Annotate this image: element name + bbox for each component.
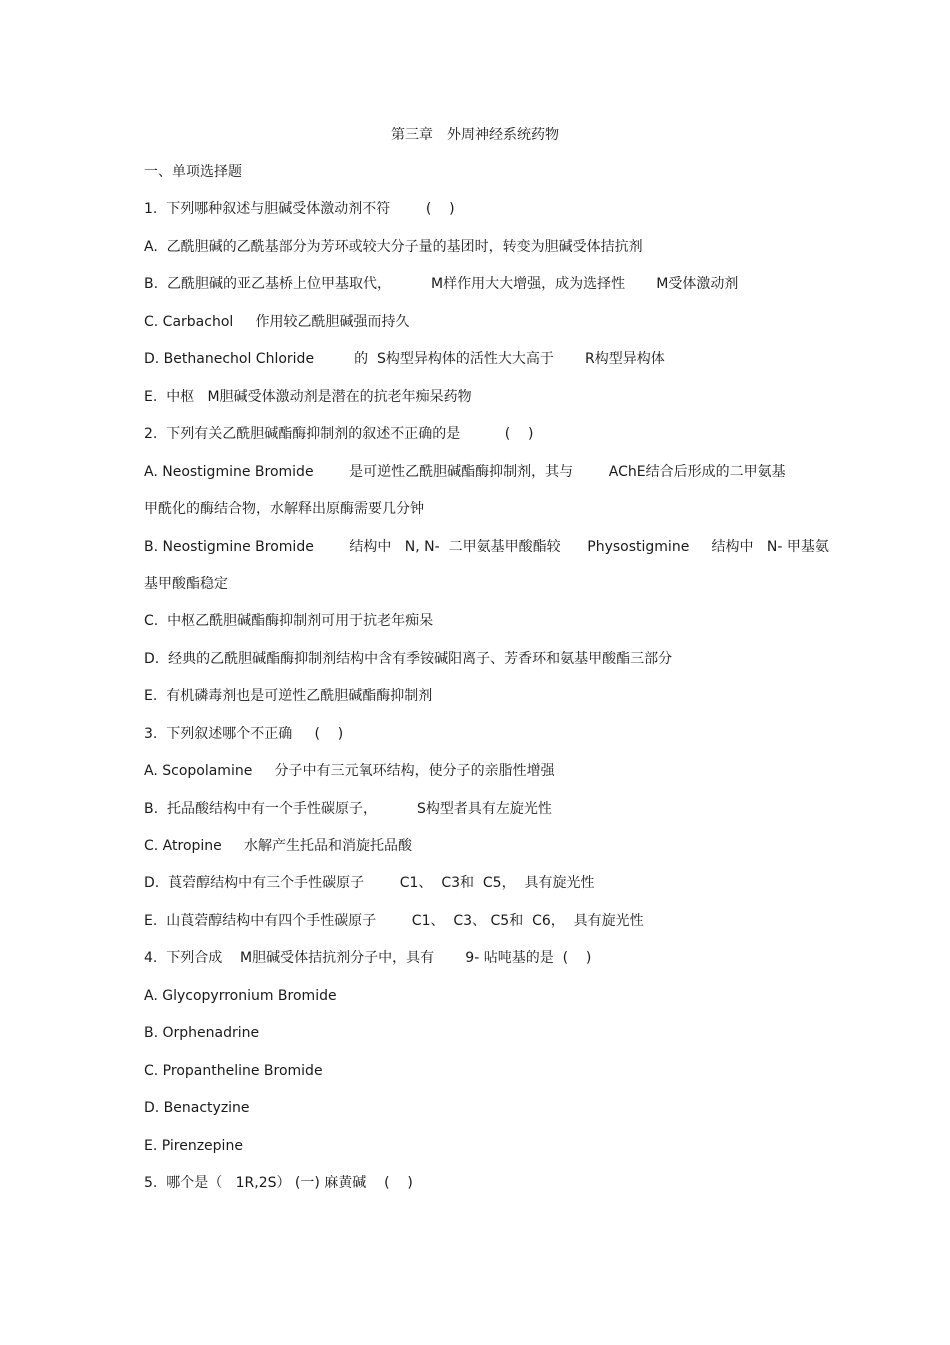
question-4-option-d: D. Benactyzine [144, 1100, 250, 1116]
question-2-option-c: C. 中枢乙酰胆碱酯酶抑制剂可用于抗老年痴呆 [144, 613, 434, 629]
question-4-option-e: E. Pirenzepine [144, 1138, 243, 1154]
question-3: 3. 下列叙述哪个不正确 ( ) [144, 726, 344, 742]
question-3-option-a: A. Scopolamine 分子中有三元氧环结构，使分子的亲脂性增强 [144, 763, 555, 779]
question-2-option-b-cont: 基甲酸酯稳定 [144, 576, 228, 592]
question-3-option-e: E. 山莨菪醇结构中有四个手性碳原子 C1、 C3、 C5和 C6， 具有旋光性 [144, 913, 644, 929]
section-heading: 一、单项选择题 [144, 164, 242, 180]
question-2-option-b: B. Neostigmine Bromide 结构中 N, N- 二甲氨基甲酸酯较 Physostigmine 结构中 N- 甲基氨 [144, 539, 829, 555]
question-4-option-a: A. Glycopyrronium Bromide [144, 988, 337, 1004]
question-1-option-e: E. 中枢 M胆碱受体激动剂是潜在的抗老年痴呆药物 [144, 389, 472, 405]
question-2-option-d: D. 经典的乙酰胆碱酯酶抑制剂结构中含有季铵碱阳离子、芳香环和氨基甲酸酯三部分 [144, 651, 673, 667]
chapter-title: 第三章 外周神经系统药物 [391, 127, 559, 143]
question-4: 4. 下列合成 M胆碱受体拮抗剂分子中，具有 9- 呫吨基的是 ( ) [144, 950, 592, 966]
question-2-option-a: A. Neostigmine Bromide 是可逆性乙酰胆碱酯酶抑制剂，其与 AChE结合后形成的二甲氨基 [144, 464, 786, 480]
question-3-option-b: B. 托品酸结构中有一个手性碳原子， S构型者具有左旋光性 [144, 801, 552, 817]
question-4-option-b: B. Orphenadrine [144, 1025, 260, 1041]
question-2: 2. 下列有关乙酰胆碱酯酶抑制剂的叙述不正确的是 ( ) [144, 426, 534, 442]
question-5: 5. 哪个是（ 1R,2S） (一) 麻黄碱 ( ) [144, 1175, 413, 1191]
question-3-option-d: D. 莨菪醇结构中有三个手性碳原子 C1、 C3和 C5， 具有旋光性 [144, 875, 595, 891]
question-2-option-a-cont: 甲酰化的酶结合物，水解释出原酶需要几分钟 [144, 501, 424, 517]
question-3-option-c: C. Atropine 水解产生托品和消旋托品酸 [144, 838, 413, 854]
question-1-option-b: B. 乙酰胆碱的亚乙基桥上位甲基取代， M样作用大大增强，成为选择性 M受体激动剂 [144, 276, 739, 292]
question-4-option-c: C. Propantheline Bromide [144, 1063, 323, 1079]
question-2-option-e: E. 有机磷毒剂也是可逆性乙酰胆碱酯酶抑制剂 [144, 688, 433, 704]
question-1-option-a: A. 乙酰胆碱的乙酰基部分为芳环或较大分子量的基团时，转变为胆碱受体拮抗剂 [144, 239, 643, 255]
question-1-option-d: D. Bethanechol Chloride 的 S构型异构体的活性大大高于 R构型异构体 [144, 351, 665, 367]
question-1-option-c: C. Carbachol 作用较乙酰胆碱强而持久 [144, 314, 410, 330]
question-1: 1. 下列哪种叙述与胆碱受体激动剂不符 ( ) [144, 201, 455, 217]
